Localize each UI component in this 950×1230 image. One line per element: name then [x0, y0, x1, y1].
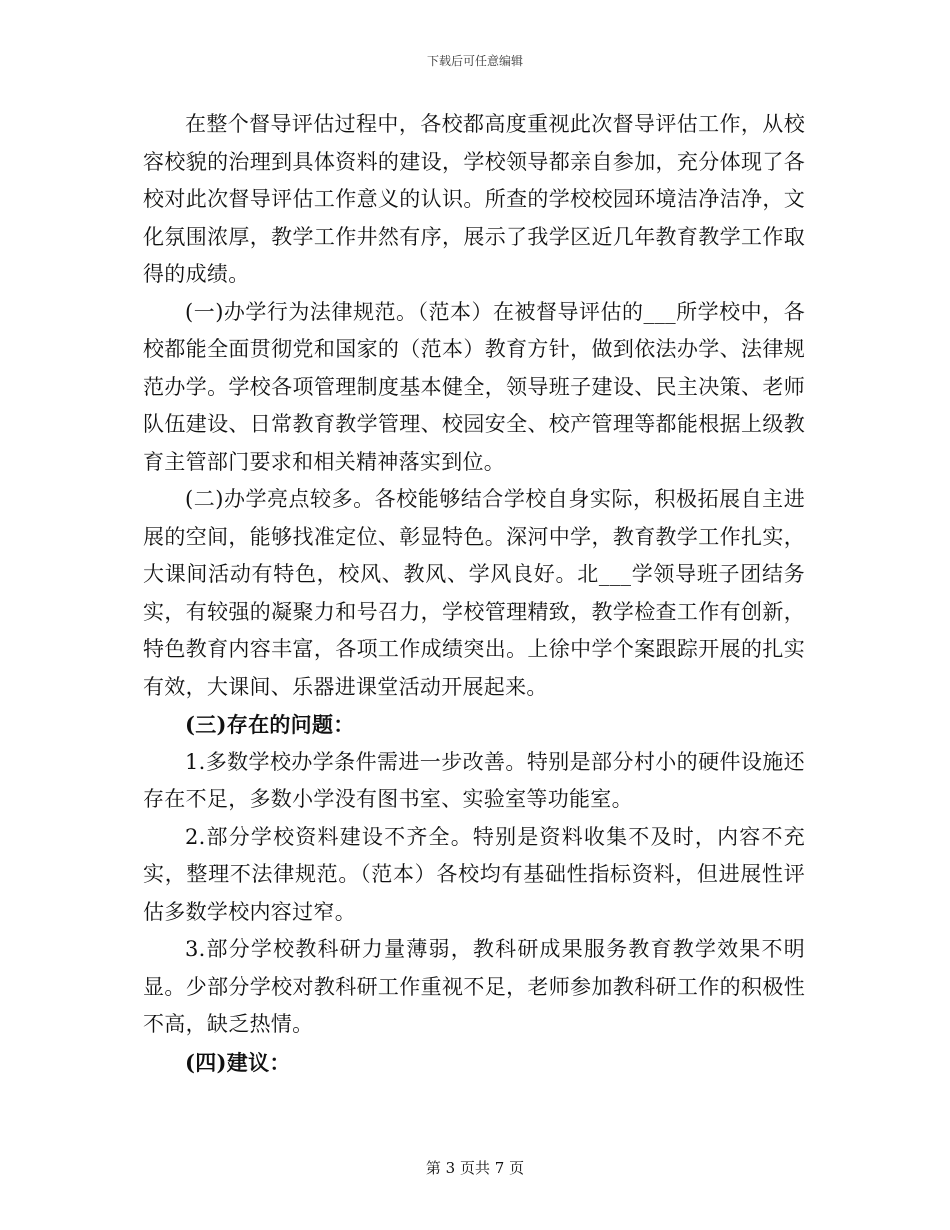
document-body	[143, 106, 805, 1081]
paragraph-overview: 在整个督导评估过程中，各校都高度重视此次督导评估工作，从校容校貌的治理到具体资料的建设，学校领导都亲自参加，充分体现了各校对此次督导评估工作意义的认识。所查的学校校园环境洁净洁净，文化氛围浓厚，教学工作井然有序，展示了我学区近几年教育教学工作取得的成绩。	[143, 112, 805, 286]
page-header: 下载后可任意编辑	[426, 54, 523, 68]
paragraph-section-1: (一)办学行为法律规范。（范本）在被督导评估的___所学校中，各校都能全面贯彻党和国家的（范本）教育方针，做到依法办学、法律规范办学。学校各项管理制度基本健全，领导班子建设、民主决策、老师队伍建设、日常教育教学管理、校园安全、校产管理等都能根据上级教育主管部门要求和相关精神落实到位。	[143, 299, 805, 474]
heading-suggestions: (四)建议：	[185, 1049, 291, 1075]
paragraph-problem-2: 2.部分学校资料建设不齐全。特别是资料收集不及时，内容不充实，整理不法律规范。（范本）各校均有基础性指标资料，但进展性评估多数学校内容过窄。	[143, 824, 805, 924]
paragraph-section-2: (二)办学亮点较多。各校能够结合学校自身实际，积极拓展自主进展的空间，能够找准定位、彰显特色。深河中学，教育教学工作扎实，大课间活动有特色，校风、教风、学风良好。北___学领导班子团结务实，有较强的凝聚力和号召力，学校管理精致，教学检查工作有创新，特色教育内容丰富，各项工作成绩突出。上徐中学个案跟踪开展的扎实有效，大课间、乐器进课堂活动开展起来。	[143, 487, 805, 699]
heading-problems: (三)存在的问题：	[185, 712, 355, 737]
paragraph-problem-3: 3.部分学校教科研力量薄弱，教科研成果服务教育教学效果不明显。少部分学校对教科研工作重视不足，老师参加教科研工作的积极性不高，缺乏热情。	[143, 937, 805, 1036]
paragraph-problem-1: 1.多数学校办学条件需进一步改善。特别是部分村小的硬件设施还存在不足，多数小学没有图书室、实验室等功能室。	[143, 749, 805, 811]
page-number: 第 3 页共 7 页	[425, 1159, 525, 1177]
